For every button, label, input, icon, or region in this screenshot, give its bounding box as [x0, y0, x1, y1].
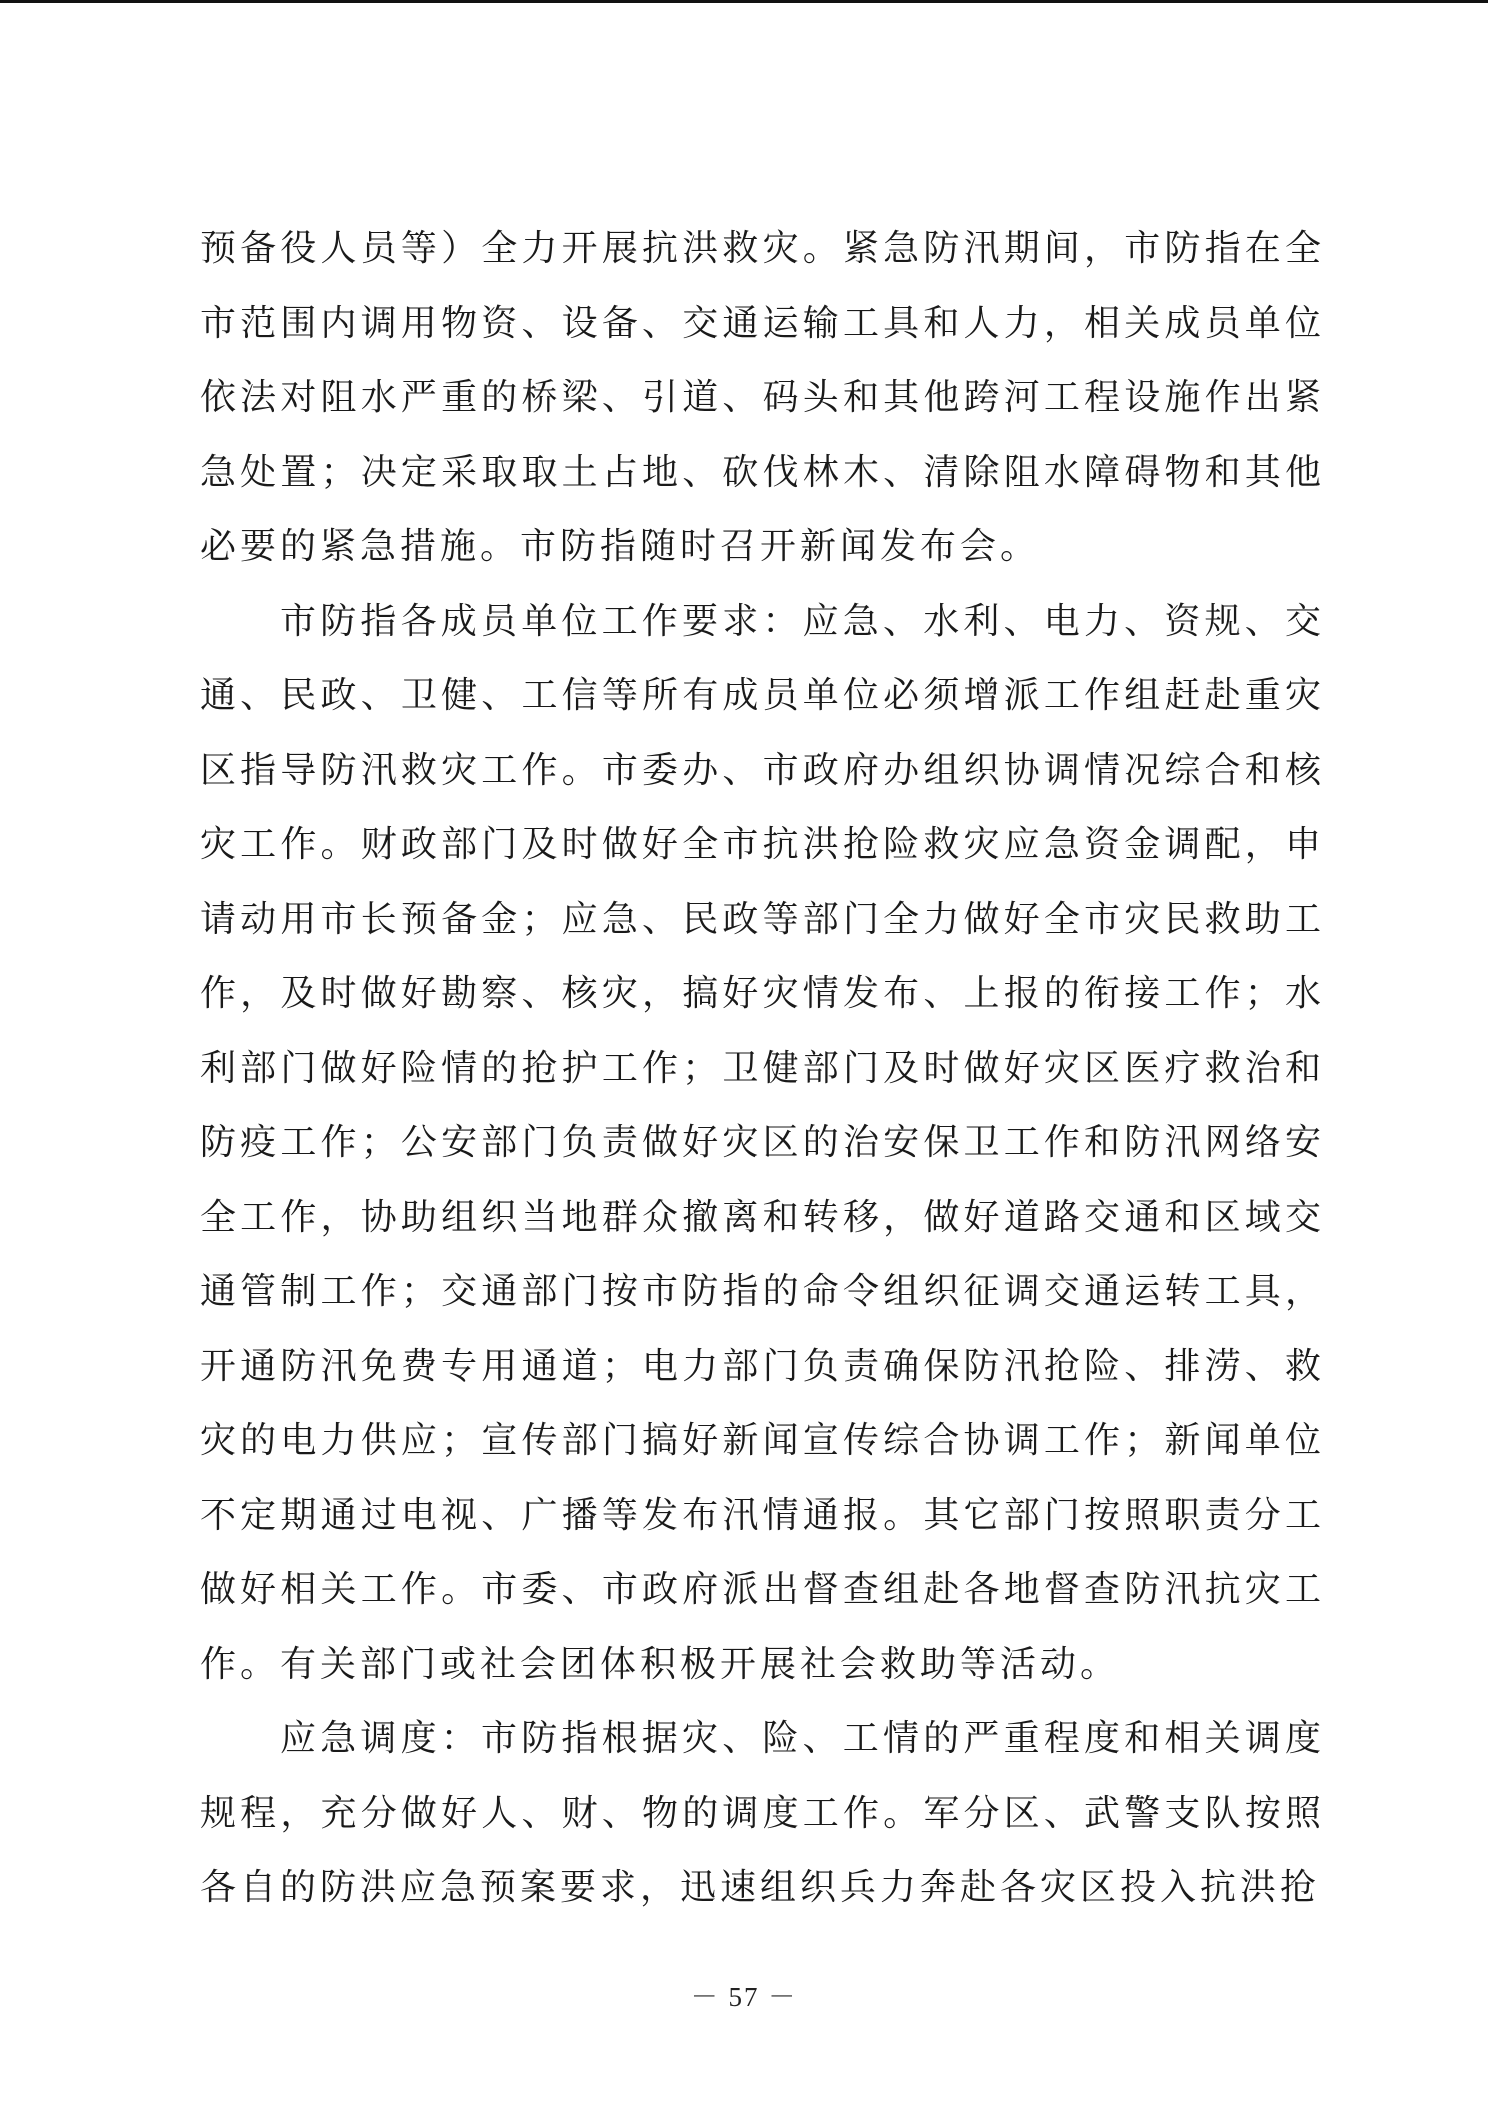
page-number: － 57 － [690, 1982, 798, 2012]
top-border-line [0, 0, 1488, 3]
paragraph-3: 应急调度：市防指根据灾、险、工情的严重程度和相关调度规程，充分做好人、财、物的调度工作。军分区、武警支队按照各自的防洪应急预案要求，迅速组织兵力奔赴各灾区投入抗洪抢 [200, 1718, 1325, 1908]
paragraph-1: 预备役人员等）全力开展抗洪救灾。紧急防汛期间，市防指在全市范围内调用物资、设备、交通运输工具和人力，相关成员单位依法对阻水严重的桥梁、引道、码头和其他跨河工程设施作出紧急处置；决定采取取土占地、砍伐林木、清除阻水障碍物和其他必要的紧急措施。市防指随时召开新闻发布会。 [200, 228, 1325, 567]
document-body [200, 212, 1325, 1926]
paragraph-2: 市防指各成员单位工作要求：应急、水利、电力、资规、交通、民政、卫健、工信等所有成员单位必须增派工作组赶赴重灾区指导防汛救灾工作。市委办、市政府办组织协调情况综合和核灾工作。财政部门及时做好全市抗洪抢险救灾应急资金调配，申请动用市长预备金；应急、民政等部门全力做好全市灾民救助工作，及时做好勘察、核灾，搞好灾情发布、上报的衔接工作；水利部门做好险情的抢护工作；卫健部门及时做好灾区医疗救治和防疫工作；公安部门负责做好灾区的治安保卫工作和防汛网络安全工作，协助组织当地群众撤离和转移，做好道路交通和区域交通管制工作；交通部门按市防指的命令组织征调交通运转工具，开通防汛免费专用通道；电力部门负责确保防汛抢险、排涝、救灾的电力供应；宣传部门搞好新闻宣传综合协调工作；新闻单位不定期通过电视、广播等发布汛情通报。其它部门按照职责分工做好相关工作。市委、市政府派出督查组赴各地督查防汛抗灾工作。有关部门或社会团体积极开展社会救助等活动。 [200, 600, 1325, 1685]
